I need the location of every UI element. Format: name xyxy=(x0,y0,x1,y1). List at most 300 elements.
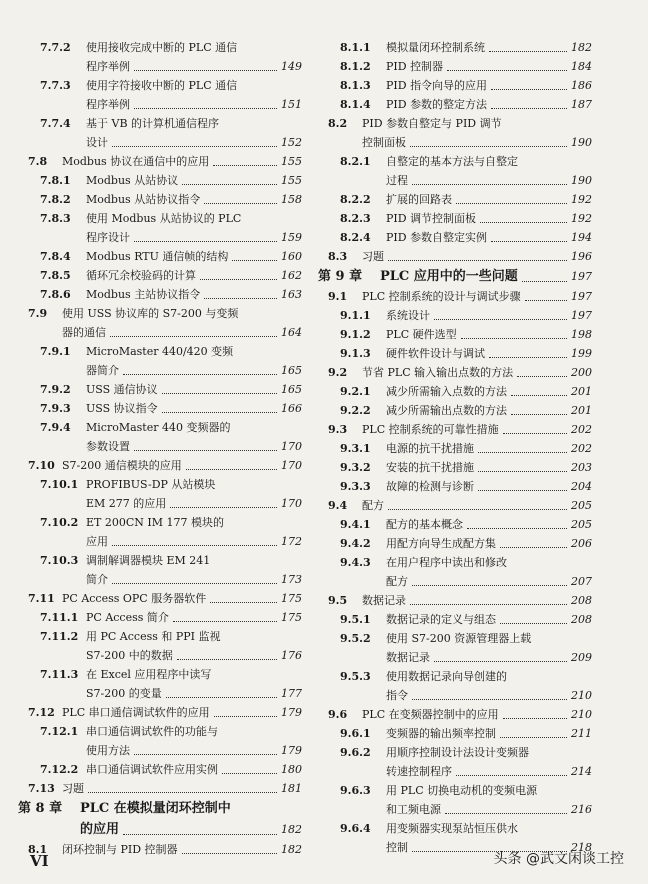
toc-entry-number: 7.11.3 xyxy=(40,668,79,681)
toc-entry-title: PID 调节控制面板 xyxy=(386,212,477,225)
toc-entry-title: PID 参数自整定与 PID 调节 xyxy=(362,117,502,130)
toc-entry-number: 9.4.3 xyxy=(340,556,371,569)
page-number: VI xyxy=(30,852,49,870)
toc-entry-number: 9.5 xyxy=(328,594,348,607)
toc-entry-page: 175 xyxy=(281,611,302,624)
toc-entry-title: PLC 控制系统的可靠性措施 xyxy=(362,423,499,436)
toc-entry-title: 过程 xyxy=(386,174,408,187)
toc-entry-title: 闭环控制与 PID 控制器 xyxy=(62,843,178,856)
toc-dot-leader xyxy=(467,528,567,529)
toc-entry xyxy=(318,496,592,515)
toc-entry-title: 串口通信调试软件应用实例 xyxy=(86,763,218,776)
toc-entry-page: 205 xyxy=(571,499,592,512)
toc-entry-title: PID 控制器 xyxy=(386,60,444,73)
toc-dot-leader xyxy=(177,659,277,660)
toc-entry-title: PLC 在模拟量闭环控制中 xyxy=(80,801,231,816)
toc-entry-title: 变频器的输出频率控制 xyxy=(386,727,496,740)
toc-dot-leader xyxy=(222,773,277,774)
toc-entry-title: PC Access OPC 服务器软件 xyxy=(62,592,207,605)
toc-entry-page: 202 xyxy=(571,442,592,455)
toc-entry-title: 器简介 xyxy=(86,364,119,377)
toc-entry xyxy=(18,840,302,859)
toc-entry-number: 9.1 xyxy=(328,290,348,303)
toc-entry xyxy=(18,247,302,266)
toc-entry-page: 187 xyxy=(571,98,592,111)
toc-entry-title: PROFIBUS-DP 从站模块 xyxy=(86,478,216,491)
toc-entry-title: 简介 xyxy=(86,573,108,586)
toc-entry-page: 196 xyxy=(571,250,592,263)
toc-entry-number: 7.8.6 xyxy=(40,288,71,301)
toc-entry-number: 8.2.3 xyxy=(340,212,371,225)
toc-entry-title: Modbus 主站协议指令 xyxy=(86,288,201,301)
toc-entry-title: S7-200 中的数据 xyxy=(86,649,173,662)
toc-entry-number: 9.3.2 xyxy=(340,461,371,474)
toc-dot-leader xyxy=(503,433,567,434)
toc-entry-title: PID 指令向导的应用 xyxy=(386,79,488,92)
toc-entry-title: 用 PC Access 和 PPI 监视 xyxy=(86,630,221,643)
toc-entry xyxy=(318,209,592,228)
toc-entry xyxy=(18,209,302,247)
toc-entry-title: PLC 串口通信调试软件的应用 xyxy=(62,706,210,719)
toc-dot-leader xyxy=(412,585,567,586)
toc-dot-leader xyxy=(112,583,277,584)
toc-entry-title: 数据记录 xyxy=(386,651,430,664)
toc-dot-leader xyxy=(210,602,277,603)
toc-entry-number: 7.8.4 xyxy=(40,250,71,263)
toc-entry-title: Modbus RTU 通信帧的结构 xyxy=(86,250,229,263)
toc-entry-page: 155 xyxy=(281,155,302,168)
toc-entry-page: 205 xyxy=(571,518,592,531)
toc-entry-page: 158 xyxy=(281,193,302,206)
toc-entry-number: 9.2.1 xyxy=(340,385,371,398)
toc-dot-leader xyxy=(213,165,277,166)
toc-entry-number: 8.1.4 xyxy=(340,98,371,111)
toc-entry-title: 程序举例 xyxy=(86,98,130,111)
toc-entry-page: 182 xyxy=(571,41,592,54)
toc-dot-leader xyxy=(478,471,567,472)
toc-entry xyxy=(318,553,592,591)
toc-entry-title: EM 277 的应用 xyxy=(86,497,167,510)
toc-entry-number: 9.5.1 xyxy=(340,613,371,626)
toc-entry xyxy=(18,38,302,76)
toc-dot-leader xyxy=(500,547,567,548)
toc-entry xyxy=(18,114,302,152)
toc-entry xyxy=(18,513,302,551)
toc-entry xyxy=(318,667,592,705)
toc-entry-page: 170 xyxy=(281,497,302,510)
toc-entry xyxy=(18,190,302,209)
toc-entry-page: 182 xyxy=(281,843,302,856)
toc-dot-leader xyxy=(134,754,277,755)
toc-entry-number: 9.4.2 xyxy=(340,537,371,550)
toc-entry-page: 203 xyxy=(571,461,592,474)
toc-entry-page: 200 xyxy=(571,366,592,379)
toc-entry-number: 8.2.4 xyxy=(340,231,371,244)
toc-entry-title: 配方 xyxy=(362,499,384,512)
toc-dot-leader xyxy=(186,469,277,470)
toc-entry-number: 第 8 章 xyxy=(18,801,63,816)
toc-dot-leader xyxy=(410,604,567,605)
toc-entry-number: 7.9.4 xyxy=(40,421,71,434)
toc-entry-title: 控制 xyxy=(386,841,408,854)
toc-entry-title: 器的通信 xyxy=(62,326,106,339)
toc-entry-page: 197 xyxy=(571,309,592,322)
toc-entry-page: 149 xyxy=(281,60,302,73)
toc-entry xyxy=(18,285,302,304)
toc-entry xyxy=(18,399,302,418)
toc-dot-leader xyxy=(412,184,567,185)
toc-dot-leader xyxy=(134,70,277,71)
toc-entry-page: 152 xyxy=(281,136,302,149)
toc-entry xyxy=(18,475,302,513)
toc-entry-title: 配方 xyxy=(386,575,408,588)
toc-entry xyxy=(318,95,592,114)
toc-dot-leader xyxy=(110,336,277,337)
toc-entry-number: 7.8.1 xyxy=(40,174,71,187)
toc-dot-leader xyxy=(388,509,567,510)
toc-entry-title: PID 参数的整定方法 xyxy=(386,98,488,111)
toc-chapter-entry xyxy=(318,266,592,287)
toc-dot-leader xyxy=(162,412,277,413)
toc-entry-number: 第 9 章 xyxy=(318,269,363,284)
toc-entry-title: 用配方向导生成配方集 xyxy=(386,537,496,550)
toc-dot-leader xyxy=(445,813,567,814)
toc-entry xyxy=(318,610,592,629)
toc-entry-page: 209 xyxy=(571,651,592,664)
toc-right-column xyxy=(318,38,592,857)
toc-dot-leader xyxy=(204,203,277,204)
toc-entry xyxy=(318,705,592,724)
toc-entry-title: 设计 xyxy=(86,136,108,149)
toc-entry-title: 使用方法 xyxy=(86,744,130,757)
toc-entry-title: 模拟量闭环控制系统 xyxy=(386,41,485,54)
toc-entry xyxy=(318,724,592,743)
toc-entry-title: 参数设置 xyxy=(86,440,130,453)
toc-entry xyxy=(318,228,592,247)
toc-entry-number: 9.1.2 xyxy=(340,328,371,341)
toc-entry xyxy=(18,418,302,456)
toc-entry-page: 192 xyxy=(571,193,592,206)
toc-left-column xyxy=(18,38,302,859)
toc-entry xyxy=(318,247,592,266)
watermark: 头条 @武文闲谈工控 xyxy=(493,851,624,867)
toc-entry-page: 170 xyxy=(281,459,302,472)
toc-entry-title: USS 通信协议 xyxy=(86,383,158,396)
toc-entry-title: 基于 VB 的计算机通信程序 xyxy=(86,117,220,130)
toc-entry-number: 8.2.1 xyxy=(340,155,371,168)
toc-entry xyxy=(18,722,302,760)
toc-entry-title: 在 Excel 应用程序中读写 xyxy=(86,668,212,681)
toc-entry-title: 用顺序控制设计法设计变频器 xyxy=(386,746,529,759)
toc-entry-number: 9.2 xyxy=(328,366,348,379)
toc-entry-page: 208 xyxy=(571,594,592,607)
toc-entry-page: 172 xyxy=(281,535,302,548)
toc-entry xyxy=(318,363,592,382)
toc-dot-leader xyxy=(204,298,277,299)
toc-dot-leader xyxy=(511,414,567,415)
toc-entry-title: 节省 PLC 输入输出点数的方法 xyxy=(362,366,514,379)
toc-dot-leader xyxy=(434,661,567,662)
toc-dot-leader xyxy=(388,260,567,261)
toc-dot-leader xyxy=(112,146,277,147)
toc-entry-page: 176 xyxy=(281,649,302,662)
toc-dot-leader xyxy=(503,718,567,719)
toc-dot-leader xyxy=(517,376,567,377)
toc-dot-leader xyxy=(123,374,277,375)
toc-entry-number: 7.7.2 xyxy=(40,41,71,54)
toc-entry-page: 165 xyxy=(281,364,302,377)
toc-entry-title: 习题 xyxy=(62,782,84,795)
toc-entry-number: 8.1.1 xyxy=(340,41,371,54)
toc-entry xyxy=(318,420,592,439)
toc-entry-number: 8.1 xyxy=(28,843,48,856)
toc-entry xyxy=(18,304,302,342)
toc-entry-number: 7.11.1 xyxy=(40,611,79,624)
toc-entry xyxy=(318,458,592,477)
toc-entry-number: 8.2 xyxy=(328,117,348,130)
toc-entry-number: 9.4 xyxy=(328,499,348,512)
toc-entry-page: 201 xyxy=(571,385,592,398)
toc-entry xyxy=(318,306,592,325)
toc-entry-number: 9.6.2 xyxy=(340,746,371,759)
toc-entry xyxy=(18,152,302,171)
toc-entry xyxy=(318,287,592,306)
toc-entry-page: 160 xyxy=(281,250,302,263)
toc-dot-leader xyxy=(134,108,277,109)
toc-entry-page: 179 xyxy=(281,706,302,719)
toc-entry-page: 186 xyxy=(571,79,592,92)
toc-entry-page: 204 xyxy=(571,480,592,493)
toc-entry-number: 7.9 xyxy=(28,307,48,320)
toc-entry-title: 减少所需输入点数的方法 xyxy=(386,385,507,398)
toc-dot-leader xyxy=(412,699,567,700)
toc-entry-number: 9.6.4 xyxy=(340,822,371,835)
toc-entry-page: 201 xyxy=(571,404,592,417)
toc-dot-leader xyxy=(134,450,277,451)
toc-entry-title: 故障的检测与诊断 xyxy=(386,480,474,493)
toc-entry-page: 199 xyxy=(571,347,592,360)
toc-entry xyxy=(18,551,302,589)
toc-entry-number: 7.11.2 xyxy=(40,630,79,643)
toc-entry xyxy=(318,743,592,781)
toc-dot-leader xyxy=(166,697,277,698)
toc-chapter-entry xyxy=(18,798,302,840)
toc-entry-title: 数据记录 xyxy=(362,594,406,607)
toc-entry xyxy=(318,76,592,95)
toc-entry-page: 207 xyxy=(571,575,592,588)
toc-entry-title: MicroMaster 440/420 变频 xyxy=(86,345,234,358)
toc-entry-title: PLC 硬件选型 xyxy=(386,328,457,341)
toc-dot-leader xyxy=(489,357,567,358)
toc-entry-page: 202 xyxy=(571,423,592,436)
toc-entry-title: 串口通信调试软件的功能与 xyxy=(86,725,218,738)
toc-entry xyxy=(318,152,592,190)
toc-entry-page: 184 xyxy=(571,60,592,73)
toc-entry-title: PC Access 简介 xyxy=(86,611,169,624)
toc-entry-number: 7.7.3 xyxy=(40,79,71,92)
toc-entry-page: 210 xyxy=(571,708,592,721)
toc-entry-page: 210 xyxy=(571,689,592,702)
toc-entry-title: PID 参数自整定实例 xyxy=(386,231,488,244)
toc-entry-page: 194 xyxy=(571,231,592,244)
toc-entry-page: 192 xyxy=(571,212,592,225)
toc-dot-leader xyxy=(500,737,567,738)
toc-entry-number: 9.6.3 xyxy=(340,784,371,797)
toc-entry-number: 7.10.3 xyxy=(40,554,79,567)
toc-entry xyxy=(318,515,592,534)
toc-entry-number: 7.7.4 xyxy=(40,117,71,130)
toc-entry-page: 206 xyxy=(571,537,592,550)
toc-entry-page: 197 xyxy=(571,290,592,303)
toc-entry-number: 9.5.2 xyxy=(340,632,371,645)
toc-entry xyxy=(18,171,302,190)
toc-entry-number: 7.8 xyxy=(28,155,48,168)
toc-entry xyxy=(18,266,302,285)
toc-entry-title: 安装的抗干扰措施 xyxy=(386,461,474,474)
toc-entry xyxy=(18,779,302,798)
toc-dot-leader xyxy=(491,89,567,90)
toc-entry xyxy=(18,456,302,475)
toc-entry-page: 190 xyxy=(571,136,592,149)
toc-dot-leader xyxy=(456,203,567,204)
toc-entry xyxy=(18,608,302,627)
toc-entry-title: Modbus 协议在通信中的应用 xyxy=(62,155,210,168)
toc-entry-title: 转速控制程序 xyxy=(386,765,452,778)
toc-dot-leader xyxy=(447,70,567,71)
toc-entry-title: 硬件软件设计与调试 xyxy=(386,347,485,360)
toc-entry-number: 9.4.1 xyxy=(340,518,371,531)
toc-entry xyxy=(318,57,592,76)
toc-entry-title: 调制解调器模块 EM 241 xyxy=(86,554,211,567)
toc-entry-title: 用变频器实现泵站恒压供水 xyxy=(386,822,518,835)
toc-entry-title: 自整定的基本方法与自整定 xyxy=(386,155,518,168)
toc-entry-number: 9.6.1 xyxy=(340,727,371,740)
toc-dot-leader xyxy=(434,319,567,320)
toc-entry xyxy=(318,114,592,152)
toc-entry-page: 216 xyxy=(571,803,592,816)
toc-entry-title: 的应用 xyxy=(80,822,120,837)
toc-entry-number: 7.10.1 xyxy=(40,478,79,491)
toc-dot-leader xyxy=(491,108,567,109)
toc-entry-number: 7.12.2 xyxy=(40,763,79,776)
toc-entry xyxy=(18,380,302,399)
toc-dot-leader xyxy=(88,792,277,793)
toc-entry-title: Modbus 从站协议 xyxy=(86,174,179,187)
toc-dot-leader xyxy=(162,393,277,394)
toc-entry-title: 减少所需输出点数的方法 xyxy=(386,404,507,417)
toc-entry-number: 9.3.3 xyxy=(340,480,371,493)
toc-entry-page: 175 xyxy=(281,592,302,605)
toc-dot-leader xyxy=(232,260,277,261)
toc-entry-page: 173 xyxy=(281,573,302,586)
toc-entry xyxy=(318,325,592,344)
toc-entry-title: 控制面板 xyxy=(362,136,406,149)
toc-entry-number: 9.1.3 xyxy=(340,347,371,360)
toc-entry-number: 8.1.2 xyxy=(340,60,371,73)
toc-entry-number: 9.3 xyxy=(328,423,348,436)
toc-entry xyxy=(318,591,592,610)
toc-entry-page: 197 xyxy=(571,270,592,283)
toc-entry-number: 7.12.1 xyxy=(40,725,79,738)
toc-entry xyxy=(318,439,592,458)
toc-entry xyxy=(318,344,592,363)
toc-entry-page: 182 xyxy=(281,823,302,836)
toc-dot-leader xyxy=(478,452,567,453)
toc-dot-leader xyxy=(112,545,277,546)
toc-entry-title: 在用户程序中读出和修改 xyxy=(386,556,507,569)
toc-entry-title: 循环冗余校验码的计算 xyxy=(86,269,196,282)
toc-entry-page: 198 xyxy=(571,328,592,341)
toc-entry-title: 配方的基本概念 xyxy=(386,518,463,531)
toc-entry-page: 211 xyxy=(571,727,592,740)
toc-dot-leader xyxy=(123,834,277,835)
toc-entry-number: 7.10.2 xyxy=(40,516,79,529)
toc-entry-number: 7.11 xyxy=(28,592,55,605)
toc-entry-title: 程序设计 xyxy=(86,231,130,244)
toc-entry-title: 扩展的回路表 xyxy=(386,193,452,206)
toc-dot-leader xyxy=(200,279,277,280)
toc-entry-title: 使用 USS 协议库的 S7-200 与变频 xyxy=(62,307,239,320)
toc-entry-title: Modbus 从站协议指令 xyxy=(86,193,201,206)
toc-entry-number: 7.9.3 xyxy=(40,402,71,415)
toc-entry xyxy=(18,627,302,665)
toc-entry-number: 7.8.5 xyxy=(40,269,71,282)
toc-entry-page: 181 xyxy=(281,782,302,795)
toc-entry-number: 9.3.1 xyxy=(340,442,371,455)
toc-dot-leader xyxy=(491,241,567,242)
toc-entry-page: 214 xyxy=(571,765,592,778)
toc-entry-number: 8.3 xyxy=(328,250,348,263)
toc-entry xyxy=(318,781,592,819)
toc-dot-leader xyxy=(182,853,277,854)
toc-entry-number: 7.9.2 xyxy=(40,383,71,396)
toc-entry-title: 和工频电源 xyxy=(386,803,441,816)
toc-dot-leader xyxy=(500,623,567,624)
toc-entry-number: 7.8.3 xyxy=(40,212,71,225)
toc-entry-title: PLC 在变频器控制中的应用 xyxy=(362,708,499,721)
toc-entry-number: 8.2.2 xyxy=(340,193,371,206)
toc-entry-title: 习题 xyxy=(362,250,384,263)
toc-entry-page: 166 xyxy=(281,402,302,415)
toc-entry xyxy=(318,38,592,57)
toc-dot-leader xyxy=(456,775,567,776)
toc-entry-number: 7.10 xyxy=(28,459,55,472)
toc-entry xyxy=(318,382,592,401)
toc-entry-page: 164 xyxy=(281,326,302,339)
toc-entry-title: 使用接收完成中断的 PLC 通信 xyxy=(86,41,238,54)
toc-entry-title: 使用字符接收中断的 PLC 通信 xyxy=(86,79,238,92)
toc-dot-leader xyxy=(478,490,567,491)
toc-entry-title: 系统设计 xyxy=(386,309,430,322)
toc-dot-leader xyxy=(214,716,277,717)
toc-entry-title: S7-200 的变量 xyxy=(86,687,162,700)
toc-dot-leader xyxy=(134,241,277,242)
toc-entry-title: 使用 Modbus 从站协议的 PLC xyxy=(86,212,242,225)
toc-dot-leader xyxy=(522,281,567,282)
toc-entry xyxy=(318,401,592,420)
toc-entry-number: 7.9.1 xyxy=(40,345,71,358)
toc-entry xyxy=(318,629,592,667)
toc-entry-title: USS 协议指令 xyxy=(86,402,158,415)
toc-entry-title: 数据记录的定义与组态 xyxy=(386,613,496,626)
toc-entry-title: 指令 xyxy=(386,689,408,702)
toc-entry xyxy=(318,477,592,496)
toc-entry-page: 180 xyxy=(281,763,302,776)
toc-entry-number: 7.12 xyxy=(28,706,55,719)
toc-dot-leader xyxy=(173,621,277,622)
toc-dot-leader xyxy=(489,51,567,52)
toc-entry xyxy=(318,190,592,209)
